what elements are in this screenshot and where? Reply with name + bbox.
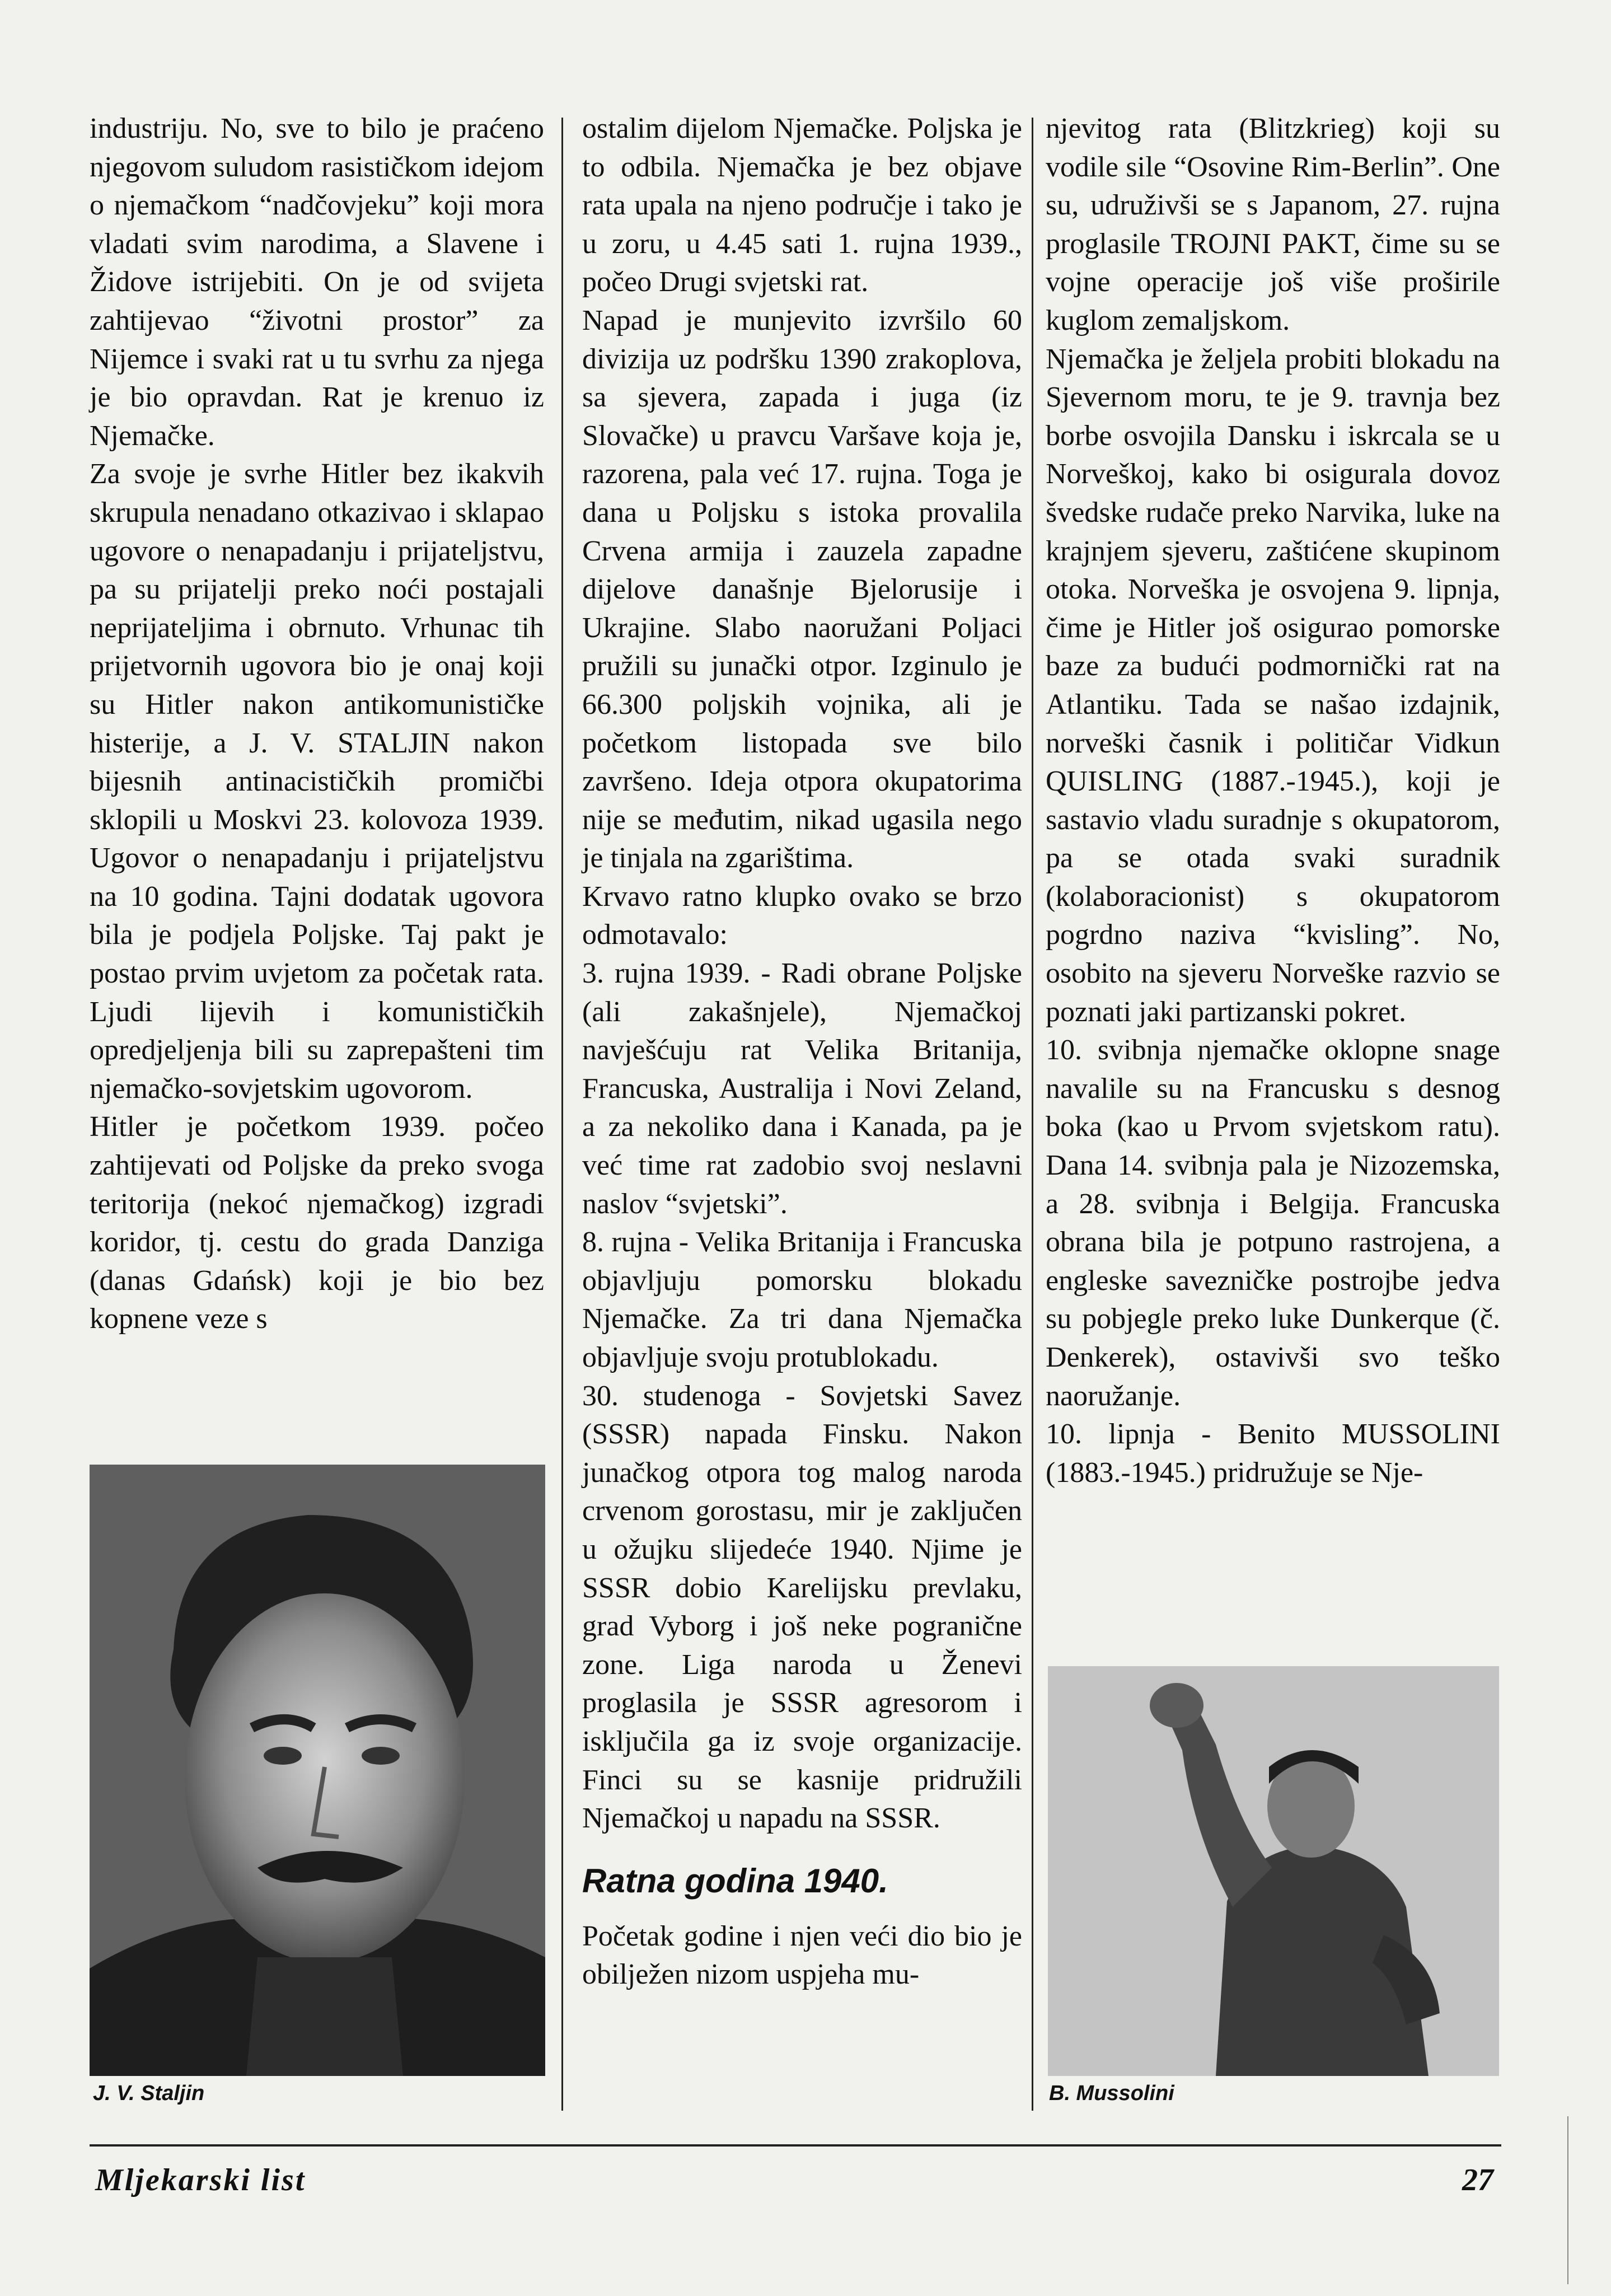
text-column-2 (582, 110, 1022, 1994)
section-subheading: Ratna godina 1940. (582, 1862, 888, 1900)
text-column-1 (90, 110, 544, 1339)
publication-name: Mljekarski list (95, 2163, 306, 2197)
stalin-portrait-photo (90, 1465, 545, 2076)
stalin-photo-caption: J. V. Staljin (93, 2082, 205, 2105)
paragraph: 30. studenoga - Sovjetski Savez (SSSR) napada Finsku. Nakon junačkog otpora tog malog naroda crvenom gorostasu, mir je zaključen u ožujku slijedeće 1940. Njime je SSSR dobio Karelijsku prevlaku, grad Vyborg i još neke pogranične zone. Liga naroda u Ženevi proglasila je SSSR agresorom i isključila ga iz svoje organizacije. Finci su se kasnije pridružili Njemačkoj u napadu na SSSR. (582, 1380, 1022, 1835)
mussolini-photo (1048, 1666, 1499, 2076)
paragraph: ostalim dijelom Njemačke. Poljska je to odbila. Njemačka je bez objave rata upala na njeno područje i tako je u zoru, u 4.45 sati 1. rujna 1939., počeo Drugi svjetski rat. (582, 113, 1022, 298)
paragraph: Hitler je početkom 1939. počeo zahtijevati od Poljske da preko svoga teritorija (nekoć njemačkog) izgradi koridor, tj. cestu do grada Danziga (danas Gdańsk) koji je bio bez kopnene veze s (90, 1111, 544, 1335)
column-divider (1032, 118, 1033, 2111)
paragraph: njevitog rata (Blitzkrieg) koji su vodile sile “Osovine Rim-Berlin”. One su, udruživši se s Japanom, 27. rujna proglasile TROJNI PAKT, čime su se vojne operacije još više proširile kuglom zemaljskom. (1046, 113, 1500, 336)
portrait-illustration (90, 1465, 545, 2076)
footer-divider (90, 2144, 1501, 2147)
scan-edge-mark (1567, 2116, 1568, 2284)
mussolini-photo-caption: B. Mussolini (1049, 2082, 1174, 2105)
paragraph: industriju. No, sve to bilo je praćeno njegovom suludom rasističkom idejom o njemačkom “nadčovjeku” koji mora vladati svim narodima, a Slavene i Židove istrijebiti. On je od svijeta zahtijevao “životni prostor” za Nijemce i svaki rat u tu svrhu za njega je bio opravdan. Rat je krenuo iz Njemačke. (90, 113, 544, 452)
paragraph: Napad je munjevito izvršilo 60 divizija uz podršku 1390 zrakoplova, sa sjevera, zapada i juga (iz Slovačke) u pravcu Varšave koja je, razorena, pala već 17. rujna. Toga je dana u Poljsku s istoka provalila Crvena armija i zauzela zapadne dijelove današnje Bjelorusije i Ukrajine. Slabo naoružani Poljaci pružili su junački otpor. Izginulo je 66.300 poljskih vojnika, ali je početkom listopada sve bilo završeno. Ideja otpora okupatorima nije se međutim, nikad ugasila nego je tinjala na zgarištima. (582, 304, 1022, 875)
column-divider (561, 118, 563, 2111)
text-column-3 (1046, 110, 1500, 1492)
paragraph: Njemačka je željela probiti blokadu na Sjevernom moru, te je 9. travnja bez borbe osvojila Dansku i iskrcala se u Norveškoj, kako bi osigurala dovoz švedske rudače preko Narvika, luke na krajnjem sjeveru, zaštićene skupinom otoka. Norveška je osvojena 9. lipnja, čime je Hitler još osigurao pomorske baze za budući podmornički rat na Atlantiku. Tada se našao izdajnik, norveški časnik i političar Vidkun QUISLING (1887.-1945.), koji je sastavio vladu suradnje s okupatorom, pa se otada svaki suradnik (kolaboracionist) s okupatorom pogrdno naziva “kvisling”. No, osobito na sjeveru Norveške razvio se poznati jaki partizanski pokret. (1046, 343, 1500, 1028)
paragraph: Početak godine i njen veći dio bio je obilježen nizom uspjeha mu- (582, 1920, 1022, 1991)
paragraph: 10. svibnja njemačke oklopne snage navalile su na Francusku s desnog boka (kao u Prvom svjetskom ratu). Dana 14. svibnja pala je Nizozemska, a 28. svibnja i Belgija. Francuska obrana bila je potpuno rastrojena, a engleske savezničke postrojbe jedva su pobjegle preko luke Dunkerque (č. Denkerek), ostavivši svo teško naoružanje. (1046, 1034, 1500, 1412)
page-number: 27 (1462, 2163, 1493, 2197)
paragraph: Za svoje je svrhe Hitler bez ikakvih skrupula nenadano otkazivao i sklapao ugovore o nenapadanju i prijateljstvu, pa su prijatelji preko noći postajali neprijateljima i obrnuto. Vrhunac tih prijetvornih ugovora bio je onaj koji su Hitler nakon antikomunističke histerije, a J. V. STALJIN nakon bijesnih antinacističkih promičbi sklopili u Moskvi 23. kolovoza 1939. Ugovor o nenapadanju i prijateljstvu na 10 godina. Tajni dodatak ugovora bila je podjela Poljske. Taj pakt je postao prvim uvjetom za početak rata. Ljudi lijevih i komunističkih opredjeljenja bili su zaprepašteni tim njemačko-sovjetskim ugovorom. (90, 458, 544, 1105)
paragraph: 8. rujna - Velika Britanija i Francuska objavljuju pomorsku blokadu Njemačke. Za tri dana Njemačka objavljuje svoju protublokadu. (582, 1226, 1022, 1373)
portrait-illustration (1048, 1666, 1499, 2076)
paragraph: 3. rujna 1939. - Radi obrane Poljske (ali zakašnjele), Njemačkoj navješćuju rat Velika Britanija, Francuska, Australija i Novi Zeland, a za nekoliko dana i Kanada, pa je već time rat zadobio svoj neslavni naslov “svjetski”. (582, 957, 1022, 1220)
paragraph: 10. lipnja - Benito MUSSOLINI (1883.-1945.) pridružuje se Nje- (1046, 1418, 1500, 1489)
paragraph: Krvavo ratno klupko ovako se brzo odmotavalo: (582, 880, 1022, 951)
